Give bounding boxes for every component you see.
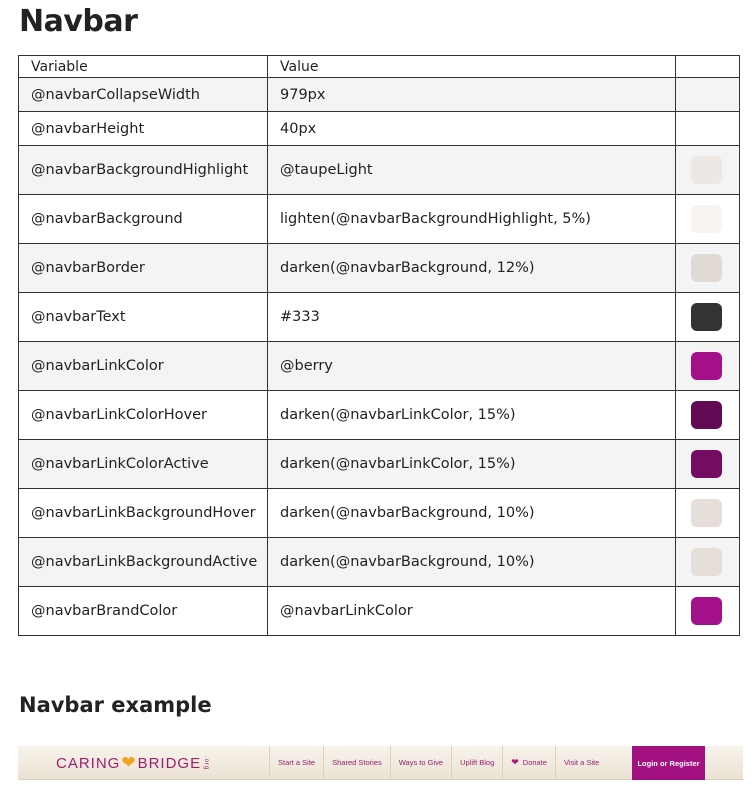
value-cell: darken(@navbarBackground, 10%) (268, 489, 676, 538)
nav-link-donate[interactable] (502, 746, 555, 779)
value-cell: 979px (268, 78, 676, 112)
value-cell: darken(@navbarBackground, 12%) (268, 244, 676, 293)
variable-cell: @navbarLinkColor (19, 342, 268, 391)
value-cell: @berry (268, 342, 676, 391)
nav-link-uplift-blog[interactable] (451, 746, 502, 779)
value-cell: @navbarLinkColor (268, 587, 676, 636)
example-title: Navbar example (19, 693, 212, 717)
color-swatch (691, 548, 722, 576)
table-row (19, 244, 740, 293)
variable-cell: @navbarHeight (19, 112, 268, 146)
variable-cell: @navbarBackground (19, 195, 268, 244)
nav-link-start-a-site[interactable] (269, 746, 323, 779)
color-swatch (691, 303, 722, 331)
page-title: Navbar (19, 4, 138, 39)
login-register-button[interactable] (632, 746, 705, 780)
variable-cell: @navbarText (19, 293, 268, 342)
nav-link-shared-stories[interactable] (323, 746, 390, 779)
table-row (19, 293, 740, 342)
value-cell: 40px (268, 112, 676, 146)
swatch-cell (676, 538, 740, 587)
table-row (19, 391, 740, 440)
color-swatch (691, 205, 722, 233)
nav-links (269, 746, 607, 779)
color-swatch (691, 352, 722, 380)
swatch-cell (676, 391, 740, 440)
table-row (19, 538, 740, 587)
variable-cell: @navbarBorder (19, 244, 268, 293)
table-row (19, 112, 740, 146)
swatch-cell (676, 112, 740, 146)
navbar-example (18, 746, 743, 780)
brand-left: CARING (56, 754, 121, 772)
table-row (19, 146, 740, 195)
table-row (19, 342, 740, 391)
table-row (19, 195, 740, 244)
header-value: Value (268, 56, 676, 78)
value-cell: darken(@navbarLinkColor, 15%) (268, 440, 676, 489)
variable-cell: @navbarLinkColorHover (19, 391, 268, 440)
variables-table (18, 55, 740, 636)
color-swatch (691, 499, 722, 527)
variable-cell: @navbarLinkColorActive (19, 440, 268, 489)
swatch-cell (676, 78, 740, 112)
value-cell: darken(@navbarBackground, 10%) (268, 538, 676, 587)
nav-link-label: Visit a Site (563, 758, 600, 767)
value-cell: @taupeLight (268, 146, 676, 195)
table-row (19, 78, 740, 112)
header-swatch (676, 56, 740, 78)
table-row (19, 489, 740, 538)
swatch-cell (676, 244, 740, 293)
value-cell: darken(@navbarLinkColor, 15%) (268, 391, 676, 440)
color-swatch (691, 401, 722, 429)
color-swatch (691, 254, 722, 282)
nav-link-label: Donate (522, 758, 547, 767)
donate-heart-icon: ❤ (511, 757, 519, 767)
nav-link-label: Shared Stories (332, 758, 382, 767)
nav-link-label: Ways to Give (398, 758, 444, 767)
brand-suffix: .org (203, 755, 210, 771)
nav-link-visit-a-site[interactable] (555, 746, 607, 779)
value-cell: lighten(@navbarBackgroundHighlight, 5%) (268, 195, 676, 244)
swatch-cell (676, 342, 740, 391)
variable-cell: @navbarBackgroundHighlight (19, 146, 268, 195)
swatch-cell (676, 440, 740, 489)
brand-right: BRIDGE (137, 754, 202, 772)
nav-link-label: Uplift Blog (460, 758, 495, 767)
table-header-row (19, 56, 740, 78)
variable-cell: @navbarLinkBackgroundActive (19, 538, 268, 587)
value-cell: #333 (268, 293, 676, 342)
heart-icon: ❤ (121, 753, 137, 772)
table-row (19, 587, 740, 636)
swatch-cell (676, 293, 740, 342)
variable-cell: @navbarCollapseWidth (19, 78, 268, 112)
table-body (19, 78, 740, 636)
color-swatch (691, 450, 722, 478)
color-swatch (691, 597, 722, 625)
variable-cell: @navbarLinkBackgroundHover (19, 489, 268, 538)
swatch-cell (676, 489, 740, 538)
nav-link-label: Start a Site (278, 758, 316, 767)
variable-cell: @navbarBrandColor (19, 587, 268, 636)
nav-link-ways-to-give[interactable] (390, 746, 451, 779)
swatch-cell (676, 587, 740, 636)
login-label: Login or Register (637, 758, 700, 768)
color-swatch (691, 156, 722, 184)
header-variable: Variable (19, 56, 268, 78)
swatch-cell (676, 195, 740, 244)
table-row (19, 440, 740, 489)
swatch-cell (676, 146, 740, 195)
brand-logo[interactable] (56, 750, 209, 776)
